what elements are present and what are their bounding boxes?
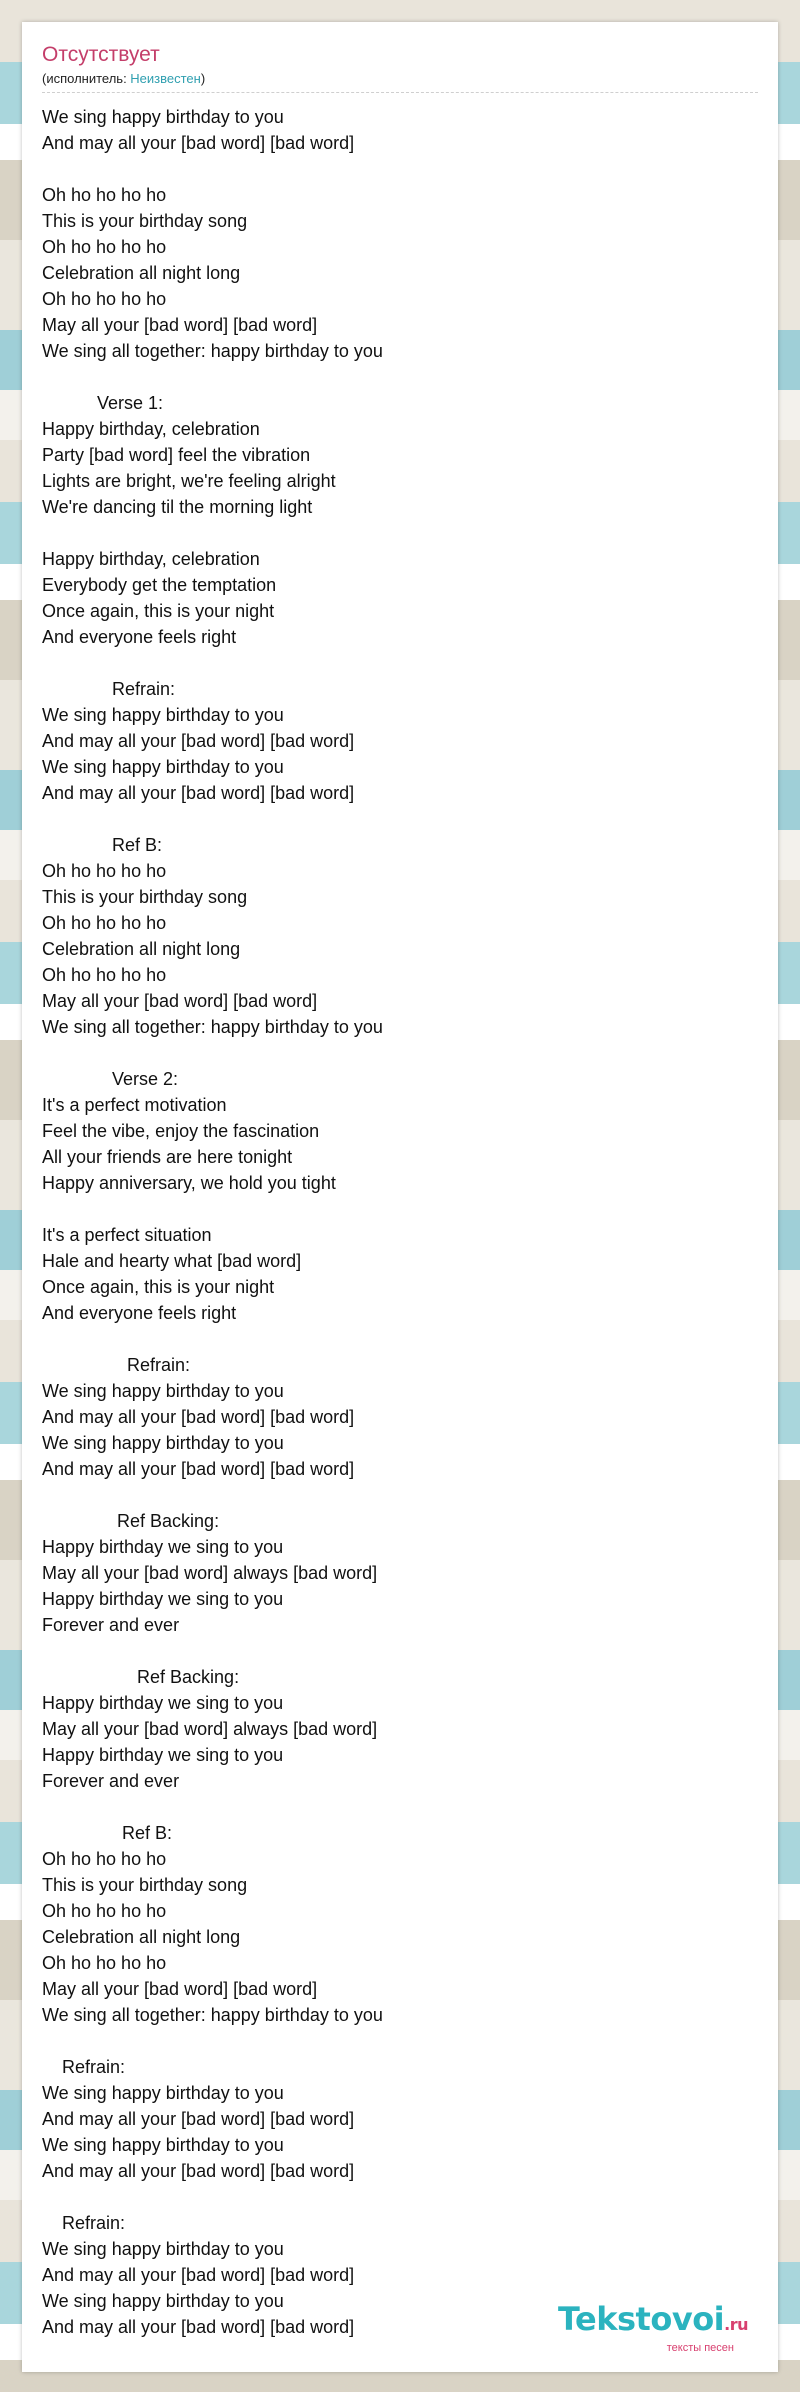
- site-logo[interactable]: [558, 2302, 748, 2354]
- artist-line: [42, 70, 758, 88]
- lyrics-card: [22, 22, 778, 2372]
- artist-suffix: ): [200, 71, 206, 86]
- logo-tld: .ru: [724, 2315, 748, 2334]
- song-header: [42, 42, 758, 93]
- logo-subtitle: тексты песен: [666, 2342, 734, 2354]
- artist-prefix: (исполнитель:: [42, 71, 131, 86]
- logo-wordmark: [558, 2302, 748, 2342]
- song-title: Отсутствует: [42, 43, 160, 66]
- lyrics-text: We sing happy birthday to you And may all your [bad word] [bad word] Oh ho ho ho ho This is your birthday song Oh ho ho ho ho Celebration all night long Oh ho ho ho ho May all your [bad word] [bad word] We sing all together: happy birthday to you Verse 1: Happy birthday, celebration Party [bad word] feel the vibration Lights are bright, we're feeling alright We're dancing til the morning light Happy birthday, celebration Everybody get the temptation Once again, this is your night And everyone feels right Refrain: We sing happy birthday to you And may all your [bad word] [bad word] We sing happy birthday to you And may all your [bad word] [bad word] Ref B: Oh ho ho ho ho This is your birthday song Oh ho ho ho ho Celebration all night long Oh ho ho ho ho May all your [bad word] [bad word] We sing all together: happy birthday to you Verse 2: It's a perfect motivation Feel the vibe, enjoy the fascination All your friends are here tonight Happy anniversary, we hold you tight It's a perfect situation Hale and hearty what [bad word] Once again, this is your night And everyone feels right Refrain: We sing happy birthday to you And may all your [bad word] [bad word] We sing happy birthday to you And may all your [bad word] [bad word] Ref Backing: Happy birthday we sing to you May all your [bad word] always [bad word] Happy birthday we sing to you Forever and ever Ref Backing: Happy birthday we sing to you May all your [bad word] always [bad word] Happy birthday we sing to you Forever and ever Ref B: Oh ho ho ho ho This is your birthday song Oh ho ho ho ho Celebration all night long Oh ho ho ho ho May all your [bad word] [bad word] We sing all together: happy birthday to you Refrain: We sing happy birthday to you And may all your [bad word] [bad word] We sing happy birthday to you And may all your [bad word] [bad word] Refrain: We sing happy birthday to you And may all your [bad word] [bad word] We sing happy birthday to you And may all your [bad word] [bad word]: [42, 107, 383, 2337]
- logo-main-text: Tekstovoi: [557, 2300, 725, 2338]
- artist-link[interactable]: Неизвестен: [130, 71, 201, 86]
